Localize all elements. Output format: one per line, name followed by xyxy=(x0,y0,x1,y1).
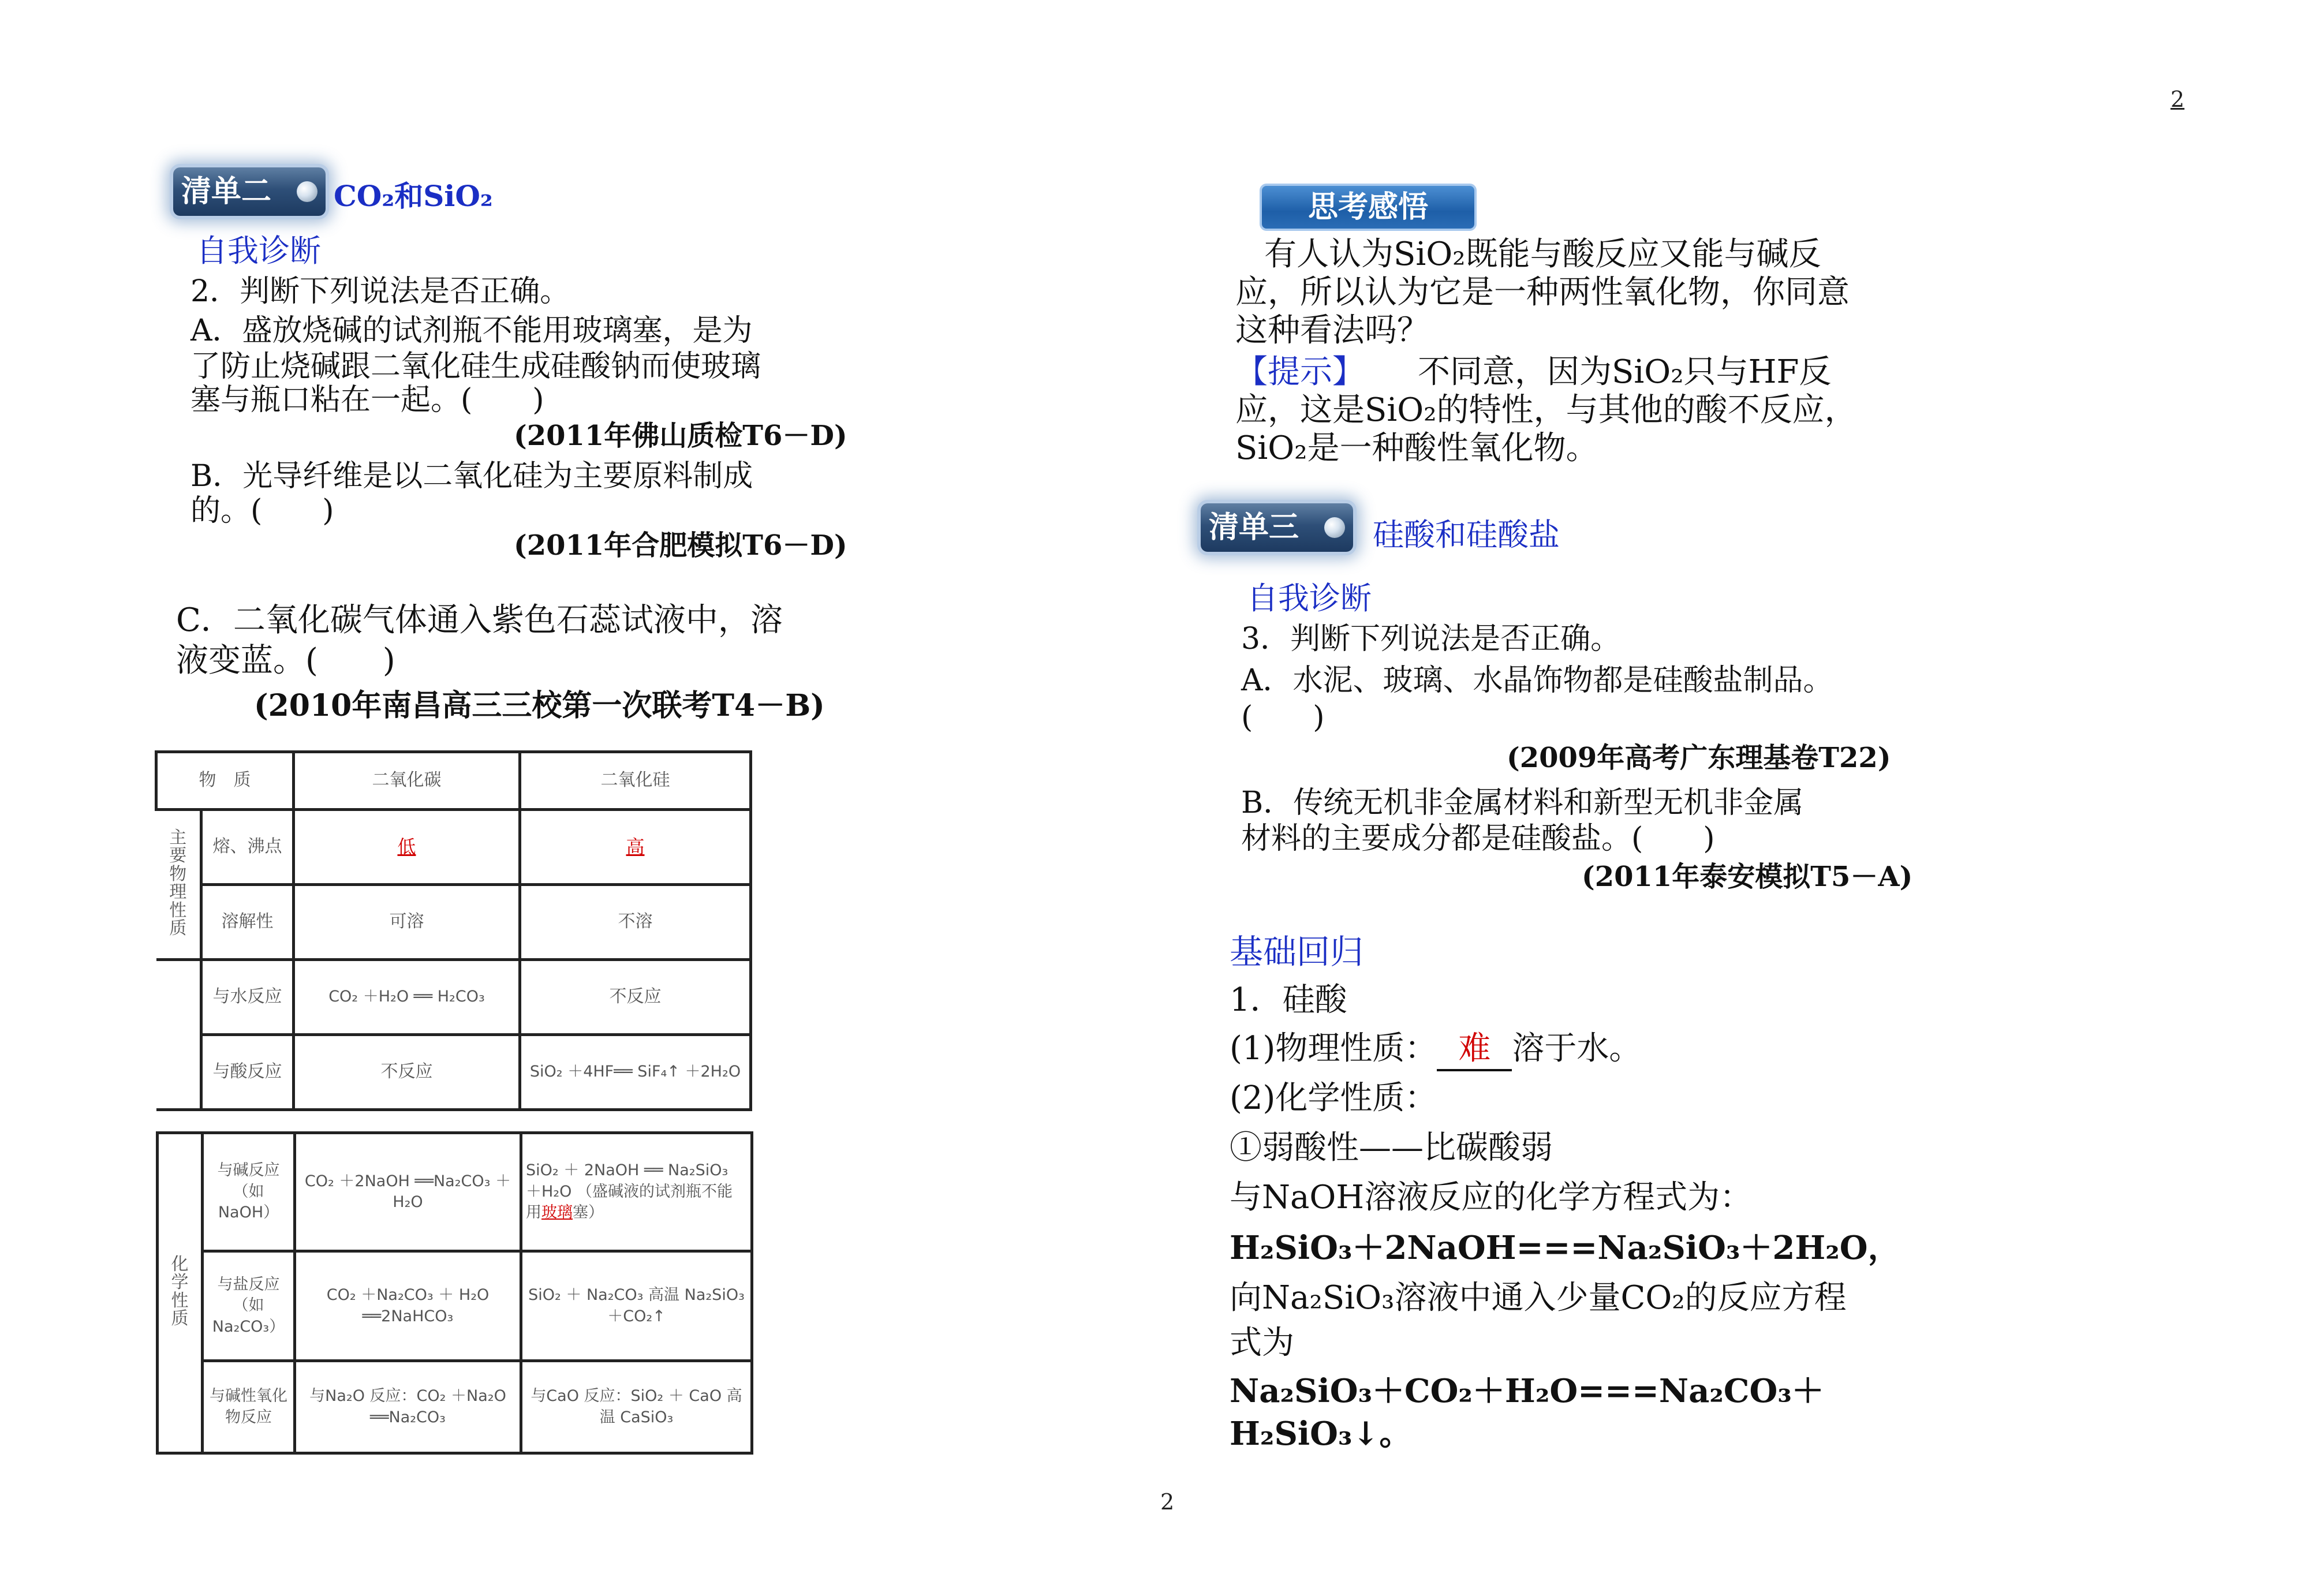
naoh-intro: 与NaOH溶液反应的化学方程式为： xyxy=(1230,1179,1753,1216)
q3a-source: (2009年高考广东理基卷T22) xyxy=(1507,742,1891,774)
q2c-line2: 液变蓝。( ) xyxy=(176,642,395,679)
comparison-table-upper xyxy=(155,750,752,1111)
group-label-physical: 主要物理性质 xyxy=(169,827,187,939)
sio2-base-eq: SiO₂ ＋ 2NaOH ══ Na₂SiO₃ ＋H₂O xyxy=(526,1161,729,1201)
hint-line2: 应，这是SiO₂的特性，与其他的酸不反应， xyxy=(1235,391,1857,429)
cell-sio2-acid: SiO₂ ＋4HF══ SiF₄↑ ＋2H₂O xyxy=(520,1035,751,1110)
sio2-base-note-red: 玻璃 xyxy=(541,1203,573,1222)
think-badge: 思考感悟 xyxy=(1260,184,1477,231)
q2a-line2: 了防止烧碱跟二氧化硅生成硅酸钠而使玻璃 xyxy=(190,349,761,384)
table-row xyxy=(156,1035,751,1110)
think-line2: 应，所以认为它是一种两性氧化物，你同意 xyxy=(1235,274,1850,311)
self-diagnosis-heading: 自我诊断 xyxy=(1247,580,1372,616)
cell-sio2-water: 不反应 xyxy=(520,960,751,1035)
section-badge-2 xyxy=(173,167,326,216)
sio2-base-note: （盛碱液的试剂瓶不能用 xyxy=(526,1182,733,1222)
table-row xyxy=(158,1361,752,1453)
page-number-top: 2 xyxy=(2170,87,2185,112)
header-sio2: 二氧化硅 xyxy=(520,752,751,810)
q3a-line1: A．水泥、玻璃、水晶饰物都是硅酸盐制品。 xyxy=(1241,663,1833,698)
section-title: CO₂和SiO₂ xyxy=(334,179,493,213)
think-line3: 这种看法吗？ xyxy=(1235,312,1429,349)
equation-2-line1: Na₂SiO₃＋CO₂＋H₂O===Na₂CO₃＋ xyxy=(1230,1372,1824,1410)
cell-co2-water: CO₂ ＋H₂O ══ H₂CO₃ xyxy=(294,960,520,1035)
cell-co2-mp: 低 xyxy=(294,810,520,885)
hint-line1: 不同意，因为SiO₂只与HF反 xyxy=(1385,353,1832,391)
page-number-bottom: 2 xyxy=(1160,1489,1175,1515)
row-label: 与盐反应（如Na₂CO₃） xyxy=(203,1251,295,1361)
row-label: 与酸反应 xyxy=(201,1035,294,1110)
sphere-icon xyxy=(297,181,317,202)
cell-sio2-base xyxy=(521,1133,752,1251)
self-diagnosis-heading: 自我诊断 xyxy=(196,233,321,269)
table-row xyxy=(156,810,751,885)
item-silicic-acid: 1．硅酸 xyxy=(1230,981,1347,1019)
cell-co2-solubility: 可溶 xyxy=(294,885,520,960)
cell-co2-base: CO₂ ＋2NaOH ══Na₂CO₃ ＋H₂O xyxy=(295,1133,521,1251)
q2a-source: (2011年佛山质检T6－D) xyxy=(514,420,847,452)
badge-label: 清单二 xyxy=(181,174,272,209)
phys-prefix: (1)物理性质： xyxy=(1230,1030,1437,1067)
cell-sio2-mp: 高 xyxy=(520,810,751,885)
sphere-icon xyxy=(1324,517,1345,538)
q3b-line1: B．传统无机非金属材料和新型无机非金属 xyxy=(1241,786,1804,820)
q2c-source: (2010年南昌高三三校第一次联考T4－B) xyxy=(254,688,825,723)
table-header-row xyxy=(156,752,751,810)
co2-line1: 向Na₂SiO₃溶液中通入少量CO₂的反应方程 xyxy=(1230,1279,1847,1317)
q2c-line1: C．二氧化碳气体通入紫色石蕊试液中，溶 xyxy=(176,601,783,639)
chemical-properties: (2)化学性质： xyxy=(1230,1079,1437,1117)
weak-acid: ①弱酸性——比碳酸弱 xyxy=(1230,1129,1553,1167)
q2a-line3: 塞与瓶口粘在一起。( ) xyxy=(190,383,544,417)
cell-sio2-salt: SiO₂ ＋ Na₂CO₃ 高温 Na₂SiO₃ ＋CO₂↑ xyxy=(521,1251,752,1361)
think-line1: 有人认为SiO₂既能与酸反应又能与碱反 xyxy=(1264,236,1821,273)
physical-properties xyxy=(1230,1023,1641,1071)
q2b-source: (2011年合肥模拟T6－D) xyxy=(514,529,847,562)
question-2: 2．判断下列说法是否正确。 xyxy=(190,274,570,309)
hint-label: 【提示】 xyxy=(1235,353,1365,391)
q2a-line1: A．盛放烧碱的试剂瓶不能用玻璃塞，是为 xyxy=(190,313,753,348)
section-badge-3 xyxy=(1201,503,1353,552)
q3b-line2: 材料的主要成分都是硅酸盐。( ) xyxy=(1241,821,1715,856)
q2b-line1: B．光导纤维是以二氧化硅为主要原料制成 xyxy=(190,459,753,494)
equation-2-line2: H₂SiO₃↓。 xyxy=(1230,1415,1412,1453)
table-row xyxy=(158,1133,752,1251)
co2-line2: 式为 xyxy=(1230,1324,1294,1362)
header-substance: 物 质 xyxy=(156,752,294,810)
q3a-line2: ( ) xyxy=(1241,700,1325,735)
row-label: 熔、沸点 xyxy=(201,810,294,885)
table-row xyxy=(158,1251,752,1361)
question-3: 3．判断下列说法是否正确。 xyxy=(1241,622,1621,656)
cell-sio2-oxide: 与CaO 反应：SiO₂ ＋ CaO 高温 CaSiO₃ xyxy=(521,1361,752,1453)
table-row xyxy=(156,960,751,1035)
comparison-table-lower xyxy=(156,1131,753,1455)
row-label: 与碱反应（如NaOH） xyxy=(203,1133,295,1251)
group-label-chemical: 化学性质 xyxy=(171,1254,189,1329)
row-label: 与水反应 xyxy=(201,960,294,1035)
cell-sio2-solubility: 不溶 xyxy=(520,885,751,960)
basics-heading: 基础回归 xyxy=(1230,932,1364,971)
header-co2: 二氧化碳 xyxy=(294,752,520,810)
table-row xyxy=(156,885,751,960)
row-label: 与碱性氧化物反应 xyxy=(203,1361,295,1453)
section-title: 硅酸和硅酸盐 xyxy=(1373,517,1560,553)
q2b-line2: 的。( ) xyxy=(190,494,334,528)
cell-co2-acid: 不反应 xyxy=(294,1035,520,1110)
q3b-source: (2011年泰安模拟T5－A) xyxy=(1582,861,1913,893)
badge-label: 清单三 xyxy=(1209,510,1299,545)
equation-1: H₂SiO₃＋2NaOH===Na₂SiO₃＋2H₂O， xyxy=(1230,1229,1900,1267)
phys-answer: 难 xyxy=(1437,1023,1512,1071)
phys-suffix: 溶于水。 xyxy=(1512,1030,1642,1067)
row-label: 溶解性 xyxy=(201,885,294,960)
cell-co2-oxide: 与Na₂O 反应：CO₂ ＋Na₂O ══Na₂CO₃ xyxy=(295,1361,521,1453)
cell-co2-salt: CO₂ ＋Na₂CO₃ ＋ H₂O ══2NaHCO₃ xyxy=(295,1251,521,1361)
hint-line3: SiO₂是一种酸性氧化物。 xyxy=(1235,429,1598,467)
sio2-base-note-end: 塞） xyxy=(573,1203,604,1222)
